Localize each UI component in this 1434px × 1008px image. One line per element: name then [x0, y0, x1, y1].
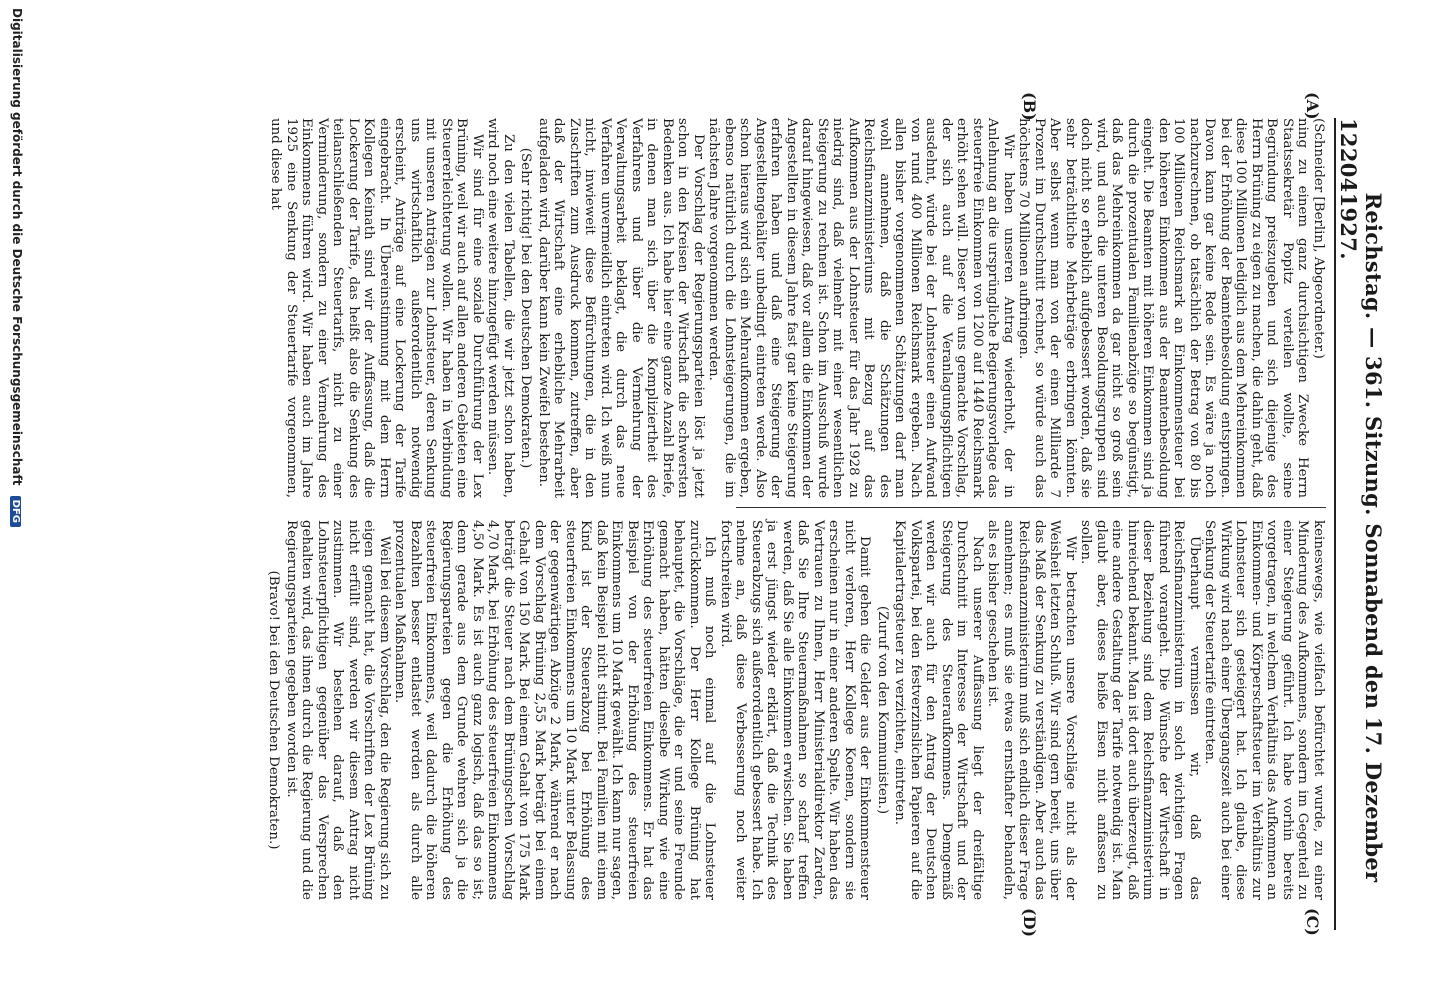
left-column — [268, 118, 1326, 498]
paragraph: keineswegs, wie vielfach befürchtet wurde, zu einer Minderung des Aufkommens, sondern im Gegenteil zu einer Steigerung geführt. Ich habe vorhin bereits vorgetragen, in welchem Verhältnis das Aufkommen an Einkommen- und Körperschaftsteuer im Verhältnis zur Lohnsteuer sich gesteigert hat. Ich glaube, diese Wirkung wird nach einer Übergangszeit auch bei einer Senkung der Steuertarife eintreten. — [1202, 520, 1326, 900]
margin-mark-b: (B) — [1020, 92, 1039, 121]
paragraph: Der Vorschlag der Regierungsparteien löst ja jetzt schon in den Kreisen der Wirtschaft die schwersten Bedenken aus. Ich habe hier eine ganze Anzahl Briefe, in denen man sich über die Kompliziertheit des Verfahrens und über die Vermehrung der Verwaltungsarbeit beklagt, die durch das neue Verfahren unvermeidlich eintreten wird. Ich weiß nun nicht, inwieweit diese Befürchtungen, die in den Zuschriften zum Ausdruck kommen, zutreffen, aber daß der Wirtschaft eine erhebliche Mehrarbeit aufgeladen wird, darüber kann kein Zweifel bestehen. — [536, 118, 706, 498]
digitization-credit — [10, 0, 24, 1008]
paragraph: Wir sind für eine soziale Durchführung der Lex Brüning, weil wir auch auf allen anderen Gebieten eine Steuererleichterung wollen. Wir haben in Verbindung mit unseren Anträgen zur Lohnsteuer, deren Senkung uns wirtschaftlich außerordentlich notwendig erscheint, Anträge auf eine Lockerung der Tarife eingebracht. In Übereinstimmung mit dem Herrn Kollegen Keinath sind wir der Auffassung, daß die Lockerung der Tarife, das heißt also die Senkung des teilanschließenden Steuertarifs, nicht zu einer Verminderung, sondern zu einer Vermehrung des Einkommens führen wird. Wir haben auch im Jahre 1925 eine Senkung der Steuertarife vorgenommen, und diese hat — [268, 118, 485, 498]
paragraph: Zu den vielen Tabellen, die wir jetzt schon haben, wird noch eine weitere hinzugefügt werden müssen. — [485, 118, 516, 498]
paragraph: Wir betrachten unsere Vorschläge nicht als der Weisheit letzten Schluß. Wir sind gern bereit, uns über das Maß der Senkung zu verständigen. Aber auch das Reichsfinanzministerium muß sich endlich dieser Frage annehmen; es muß sie etwas ernsthafter behandeln, als es bisher geschehen ist. — [985, 520, 1078, 900]
credit-text: Digitalisierung gefördert durch die Deutsche Forschungsgemeinschaft — [10, 8, 24, 486]
paragraph: Überhaupt vermissen wir, daß das Reichsfinanzministerium in solch wichtigen Fragen führend vorangeht. Die Wünsche der Wirtschaft in dieser Beziehung sind dem Reichsfinanzministerium hinreichend bekannt. Man ist dort auch überzeugt, daß eine andere Gestaltung der Tarife notwendig ist. Man glaubt aber, dieses heiße Eisen nicht anfassen zu sollen. — [1078, 520, 1202, 900]
page-number: 12204 — [1336, 118, 1361, 193]
page-title: Reichstag. — 361. Sitzung. Sonnabend den 17. Dezember 1927. — [1336, 192, 1386, 883]
paragraph: Nach unserer Auffassung liegt der dreifältige Durchschnitt im Interesse der Wirtschaft und der Steigerung des Steueraufkommens. Demgemäß werden wir auch für den Antrag der Deutschen Volkspartei, bei den festverzinslichen Papieren auf die Kapitalertragsteuer zu verzichten, eintreten. — [892, 520, 985, 900]
right-column — [264, 520, 1326, 900]
paragraph: Wir haben unseren Antrag wiederholt, der in Anlehnung an die ursprüngliche Regierungsvorlage das steuerfreie Einkommen von 1200 auf 1440 Reichsmark erhöht sehen will. Dieser von uns gemachte Vorschlag, der sich auch auf die Veranlagungspflichtigen ausdehnt, würde bei der Lohnsteuer einen Aufwand von rund 400 Millionen Reichsmark ergeben. Nach allen bisher vorgenommenen Schätzungen darf man wohl annehmen, daß die Schätzungen des Reichsfinanzministeriums mit Bezug auf das Aufkommen aus der Lohnsteuer für das Jahr 1928 zu niedrig sind, daß vielmehr mit einer wesentlichen Steigerung zu rechnen ist. Schon im Ausschuß wurde darauf hingewiesen, daß vor allem die Einkommen der Angestellten in diesem Jahre fast gar keine Steigerung erfahren haben und daß eine Steigerung der Angestelltengehälter unbedingt eintreten werde. Also schon hieraus wird sich ein Mehraufkommen ergeben, ebenso natürlich durch die Lohnsteigerungen, die im nächsten Jahre vorgenommen werden. — [706, 118, 1016, 498]
margin-mark-a: (A) — [1303, 92, 1322, 120]
paragraph: Weil bei diesem Vorschlag, den die Regierung sich zu eigen gemacht hat, die Vorschriften der Lex Brüning nicht erfüllt sind, werden wir diesem Antrag nicht zustimmen. Wir bestehen darauf, daß den Lohnsteuerpflichtigen gegenüber das Versprechen gehalten wird, das ihnen durch die Regierung und die Regierungsparteien gegeben worden ist. — [284, 520, 392, 900]
paragraph: Ich muß noch einmal auf die Lohnsteuer zurückkommen. Der Herr Kollege Brüning hat behauptet, die Vorschläge, die er und seine Freunde gemacht haben, hätten dieselbe Wirkung wie eine Erhöhung des steuerfreien Einkommens. Er hat das Beispiel von der Erhöhung des steuerfreien Einkommens um 10 Mark gewählt. Ich kann nur sagen, daß kein Beispiel nicht stimmt. Bei Familien mit einem Kind ist der Steuerabzug bei Erhöhung des steuerfreien Einkommens um 10 Mark unter Belassung der gegenwärtigen Abzüge 2 Mark, während er nach dem Vorschlag Brüning 2,55 Mark beträgt bei einem Gehalt von 150 Mark. Bei einem Gehalt von 175 Mark beträgt die Steuer nach dem Brüningschen Vorschlag 4,70 Mark, bei Erhöhung des steuerfreien Einkommens 4,50 Mark. Es ist auch ganz logisch, daß das so ist; denn gerade aus dem Grunde wehren sich ja die Regierungsparteien gegen die Erhöhung des steuerfreien Einkommens, weil dadurch die höheren Bezahlten besser entlastet werden als durch alle prozentualen Maßnahmen. — [392, 520, 718, 900]
paragraph: Damit gehen die Gelder aus der Einkommensteuer nicht verloren, Herr Kollege Koenen, sondern sie erscheinen nur in einer anderen Spalte. Wir haben das Vertrauen zu Ihnen, Herr Ministerialdirektor Zarden, daß Sie Ihre Steuermaßnahmen so scharf treffen werden, daß Sie alle Einkommen erwischen. Sie haben ja erst jüngst wieder erklärt, daß die Technik des Steuerabzugs sich außerordentlich gebessert habe. Ich nehme an, daß diese Verbesserung noch weiter fortschreiten wird. — [718, 520, 873, 900]
paragraph: ning zu einem ganz durchsichtigen Zwecke Herrn Staatssekretär Popitz verteilen wollte, seine Begründung preiszugeben und sich diejenige des Herrn Brüning zu eigen zu machen, die dahin geht, daß diese 100 Millionen lediglich aus dem Mehreinkommen bei der Erhöhung der Beamtenbesoldung entspringen. Davon kann gar keine Rede sein. Es wäre ja noch nachzurechnen, ob tatsächlich der Betrag von 80 bis 100 Millionen Reichsmark an Einkommensteuer bei den höheren Einkommen aus der Beamtenbesoldung eingeht. Die Beamten mit höheren Einkommen sind ja durch die prozentualen Familienabzüge so begünstigt, daß das Mehreinkommen da gar nicht so groß sein wird, und auch die unteren Besoldungsgruppen sind doch nicht so erheblich aufgebessert worden, daß sie sehr beträchtliche Mehrbeträge erbringen könnten. Aber selbst wenn man von der einen Milliarde 7 Prozent im Durchschnitt rechnet, so würde auch das höchstens 70 Millionen aufbringen. — [1016, 118, 1311, 498]
speaker-line: (Schneider [Berlin], Abgeordneter.) — [1311, 118, 1326, 359]
interjection: (Sehr richtig! bei den Deutschen Demokraten.) — [518, 147, 534, 469]
interjection: (Bravo! bei den Deutschen Demokraten.) — [266, 570, 282, 850]
margin-mark-d: (D) — [1020, 908, 1039, 938]
column-divider — [736, 507, 1326, 508]
page-header — [1334, 118, 1386, 930]
interjection: (Zuruf von den Kommunisten.) — [875, 605, 890, 815]
margin-mark-c: (C) — [1303, 908, 1322, 936]
dfg-logo: DFG — [10, 496, 21, 527]
